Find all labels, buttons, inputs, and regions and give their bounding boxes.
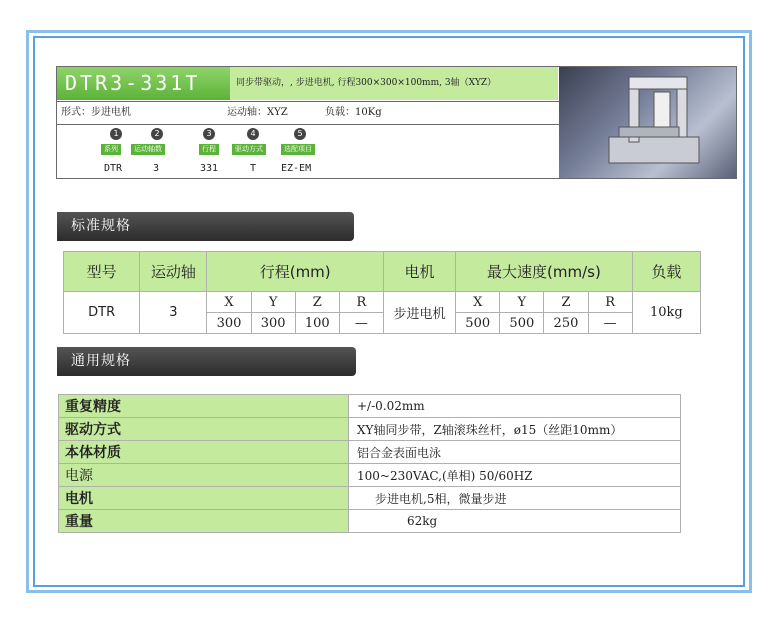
code-number: 5 <box>294 128 306 140</box>
th-speed: 最大速度(mm/s) <box>456 252 633 292</box>
stroke-y-label: Y <box>251 292 295 313</box>
code-number: 3 <box>203 128 215 140</box>
code-tag: 选配项目 <box>281 144 315 155</box>
speed-x-value: 500 <box>456 313 500 334</box>
cell-axes: 3 <box>140 292 207 334</box>
spec-value: 100~230VAC,(单相) 50/60HZ <box>349 464 681 487</box>
spec-value: +/-0.02mm <box>349 395 681 418</box>
speed-y-label: Y <box>500 292 544 313</box>
model-name: DTR3-331T <box>57 67 230 100</box>
table-row <box>59 395 681 418</box>
speed-z-label: Z <box>544 292 588 313</box>
cell-model: DTR <box>64 292 140 334</box>
stroke-x-value: 300 <box>207 313 251 334</box>
spec-label: 驱动方式 <box>59 418 349 441</box>
cell-motor: 步进电机 <box>383 292 455 334</box>
code-value: 331 <box>200 163 219 174</box>
spec-value: 62kg <box>349 510 681 533</box>
code-tag: 行程 <box>199 144 219 155</box>
th-stroke: 行程(mm) <box>207 252 384 292</box>
axis-label: 运动轴：XYZ <box>227 107 288 118</box>
table-row <box>59 441 681 464</box>
stroke-z-value: 100 <box>295 313 339 334</box>
spec-label: 电源 <box>59 464 349 487</box>
spec-label: 重量 <box>59 510 349 533</box>
spec-value: 步进电机,5相，微量步进 <box>349 487 681 510</box>
speed-y-value: 500 <box>500 313 544 334</box>
code-value: EZ-EM <box>281 163 312 174</box>
speed-x-label: X <box>456 292 500 313</box>
speed-r-label: R <box>588 292 632 313</box>
speed-r-value: — <box>588 313 632 334</box>
code-tag: 系列 <box>101 144 121 155</box>
standard-spec-title: 标准规格 <box>57 212 354 241</box>
spec-label: 本体材质 <box>59 441 349 464</box>
table-row <box>59 487 681 510</box>
code-tag: 驱动方式 <box>232 144 266 155</box>
stroke-x-label: X <box>207 292 251 313</box>
th-model: 型号 <box>64 252 140 292</box>
product-photo <box>559 67 736 178</box>
th-load: 负载 <box>632 252 700 292</box>
code-value: DTR <box>104 163 123 174</box>
standard-spec-table <box>63 251 701 334</box>
speed-z-value: 250 <box>544 313 588 334</box>
code-value: 3 <box>153 163 160 174</box>
cell-load: 10kg <box>632 292 700 334</box>
stroke-r-value: — <box>339 313 383 334</box>
stroke-r-label: R <box>339 292 383 313</box>
model-description: 同步带驱动，, 步进电机, 行程300×300×100mm, 3轴（XYZ） <box>230 67 558 100</box>
table-row <box>59 418 681 441</box>
table-row <box>59 464 681 487</box>
general-spec-title: 通用规格 <box>57 347 356 376</box>
th-motor: 电机 <box>383 252 455 292</box>
form-row <box>57 101 559 125</box>
form-label: 形式：步进电机 <box>61 107 131 118</box>
th-axes: 运动轴 <box>140 252 207 292</box>
code-number: 2 <box>151 128 163 140</box>
code-value: T <box>250 163 257 174</box>
spec-label: 重复精度 <box>59 395 349 418</box>
code-number: 1 <box>110 128 122 140</box>
general-spec-table <box>58 394 681 533</box>
table-row <box>59 510 681 533</box>
stroke-y-value: 300 <box>251 313 295 334</box>
code-number: 4 <box>247 128 259 140</box>
stroke-z-label: Z <box>295 292 339 313</box>
spec-value: 铝合金表面电泳 <box>349 441 681 464</box>
spec-value: XY轴同步带，Z轴滚珠丝杆，ø15（丝距10mm） <box>349 418 681 441</box>
code-breakdown <box>57 128 559 178</box>
load-label: 负载：10Kg <box>325 107 382 118</box>
code-tag: 运动轴数 <box>131 144 165 155</box>
spec-label: 电机 <box>59 487 349 510</box>
